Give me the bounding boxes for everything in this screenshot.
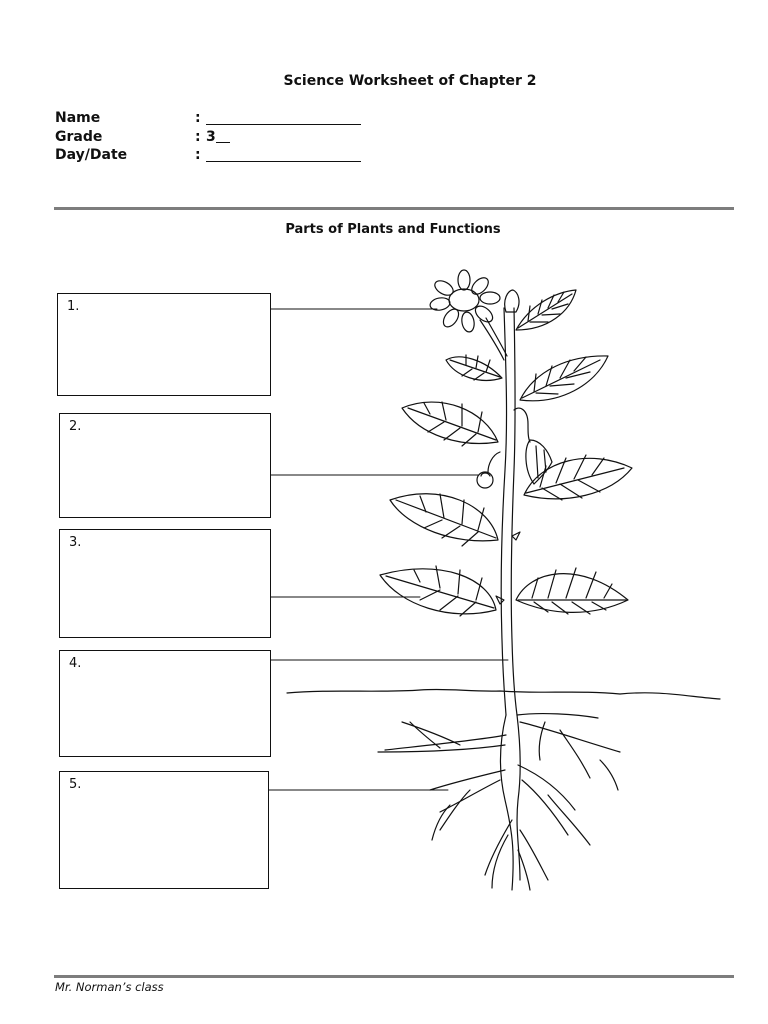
answer-box-number: 4.	[69, 656, 82, 671]
answer-box-number: 5.	[69, 777, 82, 792]
answer-box-number: 1.	[67, 299, 80, 314]
leaf-top-right	[516, 290, 576, 330]
roots	[378, 714, 620, 890]
section-subtitle: Parts of Plants and Functions	[285, 222, 501, 237]
leaf-lower-right	[516, 568, 628, 614]
fruit	[477, 452, 500, 488]
grade-colon: :	[195, 128, 201, 145]
leaf-mid-left-small	[446, 355, 502, 380]
top-bud	[505, 290, 519, 312]
leaf-upper-right	[520, 356, 608, 401]
page-title: Science Worksheet of Chapter 2	[283, 73, 537, 89]
leaf-middle-left	[390, 494, 498, 546]
date-colon: :	[195, 147, 201, 163]
grade-label: Grade	[55, 128, 103, 145]
flower-stalk	[480, 318, 507, 360]
bell-flower	[514, 408, 552, 484]
axil-bud-1	[496, 596, 504, 604]
answer-box-number: 3.	[69, 535, 82, 550]
grade-value: 3	[206, 128, 216, 145]
name-colon: :	[195, 110, 201, 126]
leaf-lower-left	[380, 566, 496, 616]
stem	[501, 308, 517, 715]
leaf-upper-left	[402, 402, 498, 446]
bottom-divider	[54, 975, 734, 978]
pointer-lines	[269, 309, 508, 790]
answer-box-number: 2.	[69, 419, 82, 434]
date-label: Day/Date	[55, 147, 128, 163]
axil-bud-2	[512, 532, 520, 540]
ground-line	[287, 689, 720, 699]
name-label: Name	[55, 110, 101, 126]
footer-note: Mr. Norman’s class	[55, 980, 164, 994]
